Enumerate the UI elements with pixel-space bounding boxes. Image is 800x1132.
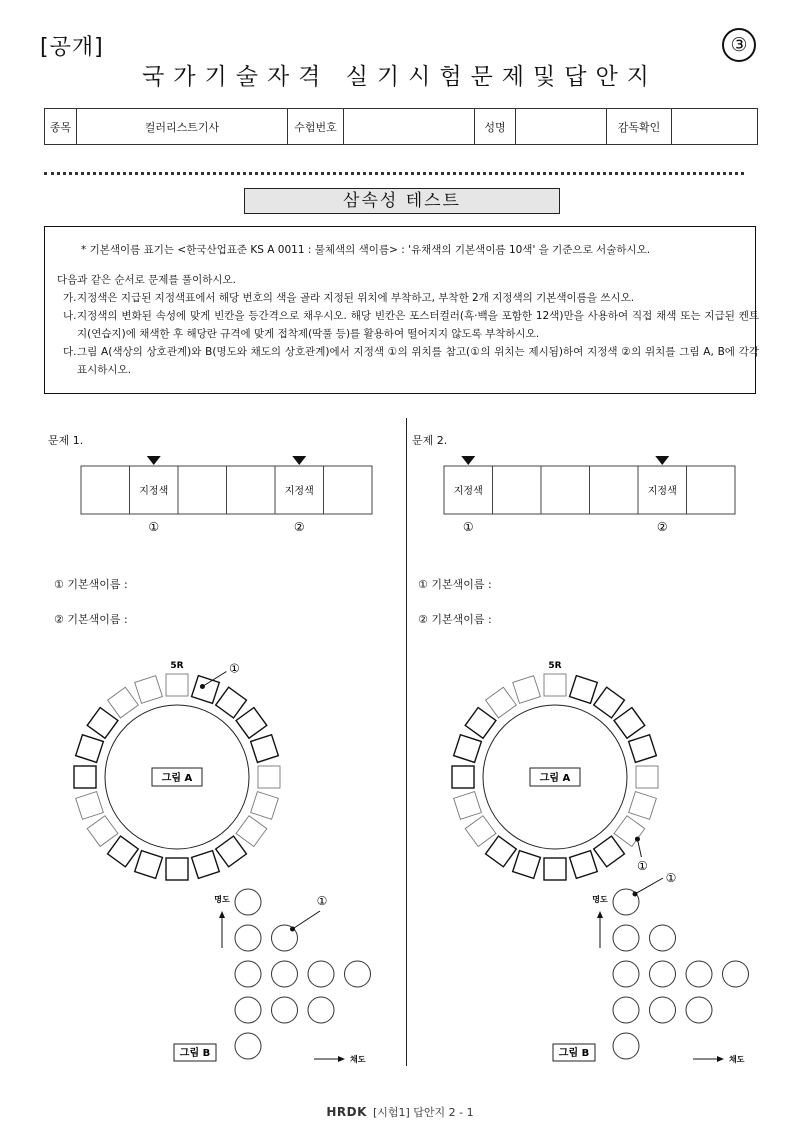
instruction-number: 가. [63, 292, 77, 304]
instruction-text: 지정색은 지급된 지정색표에서 해당 번호의 색을 골라 지정된 위치에 부착하고, 부착한 2개 지정색의 기본색이름을 쓰시오. [77, 292, 635, 304]
hue-square[interactable] [629, 792, 657, 820]
hue-square[interactable] [166, 858, 188, 880]
value-chroma-circle[interactable] [272, 961, 298, 987]
value-chroma-circle[interactable] [345, 961, 371, 987]
hue-square[interactable] [570, 851, 598, 879]
hue-square[interactable] [629, 735, 657, 763]
value-chroma-circle[interactable] [686, 961, 712, 987]
hue-square[interactable] [486, 687, 517, 718]
answer-line-2[interactable]: ② 기본색이름 : [54, 613, 128, 626]
arrow-right-icon [717, 1056, 724, 1062]
designated-color-number: ① [462, 520, 474, 534]
strip-cell[interactable] [590, 466, 639, 514]
strip-cell-label: 지정색 [284, 486, 314, 497]
figure-a-label: 그림 A [161, 773, 193, 784]
hue-square[interactable] [570, 676, 598, 704]
hue-square[interactable] [135, 676, 163, 704]
figure-b-label: 그림 B [558, 1048, 590, 1059]
hue-square[interactable] [236, 816, 267, 847]
strip-cell-label: 지정색 [139, 486, 169, 497]
section-title: 삼속성 테스트 [244, 188, 560, 214]
arrow-right-icon [338, 1056, 345, 1062]
marker-label: ① [637, 859, 648, 874]
marker-label: ① [665, 871, 677, 885]
name-label: 성명 [475, 109, 516, 145]
hue-square[interactable] [76, 735, 104, 763]
hue-square[interactable] [614, 816, 645, 847]
value-chroma-circle[interactable] [235, 1033, 261, 1059]
value-axis-label: 명도 [592, 895, 608, 904]
hue-square[interactable] [258, 766, 280, 788]
designated-color-number: ① [148, 520, 160, 534]
instruction-number: 다. [63, 346, 77, 358]
value-chroma-circle[interactable] [723, 961, 749, 987]
hue-square[interactable] [614, 708, 645, 739]
down-arrow-icon [461, 456, 475, 465]
supervisor-label: 감독확인 [607, 109, 672, 145]
down-arrow-icon [292, 456, 306, 465]
value-chroma-circle[interactable] [272, 997, 298, 1023]
hue-square[interactable] [216, 836, 247, 867]
hrdk-logo: HRDK [326, 1105, 367, 1119]
down-arrow-icon [147, 456, 161, 465]
instruction-number: 나. [63, 310, 77, 322]
value-chroma-circle[interactable] [613, 925, 639, 951]
hue-square[interactable] [636, 766, 658, 788]
hue-square[interactable] [251, 735, 279, 763]
hue-square[interactable] [236, 708, 267, 739]
hue-square[interactable] [486, 836, 517, 867]
hue-square[interactable] [454, 735, 482, 763]
strip-cell[interactable] [493, 466, 542, 514]
designated-color-number: ② [656, 520, 668, 534]
value-chroma-circle[interactable] [235, 961, 261, 987]
hue-square[interactable] [513, 851, 541, 879]
hue-square[interactable] [87, 816, 118, 847]
strip-cell[interactable] [227, 466, 276, 514]
down-arrow-icon [655, 456, 669, 465]
value-chroma-circle[interactable] [613, 1033, 639, 1059]
value-chroma-circle[interactable] [613, 997, 639, 1023]
hue-label-5r: 5R [170, 661, 184, 671]
value-chroma-circle[interactable] [235, 889, 261, 915]
footer [0, 1104, 800, 1120]
hue-square[interactable] [454, 792, 482, 820]
marker-leader-line [635, 878, 663, 894]
strip-cell[interactable] [324, 466, 373, 514]
marker-label: ① [316, 894, 328, 908]
document-title: 국가기술자격 실기시험문제및답안지 [142, 64, 658, 90]
item-label: 종목 [45, 109, 77, 145]
instruction-text: 지정색의 변화된 속성에 맞게 빈칸을 등간격으로 채우시오. 해당 빈칸은 포스터컬러(흑·백을 포함한 12색)만을 사용하여 직접 채색 또는 지급된 켄트지(연습지)에 채색한 후 해당란 규격에 맞게 접착제(딱풀 등)를 활용하여 떨어지지 않도록 부착하시오. [77, 310, 759, 340]
strip-cell[interactable] [81, 466, 130, 514]
strip-cell[interactable] [541, 466, 590, 514]
figure-b-label: 그림 B [179, 1048, 211, 1059]
hue-square[interactable] [192, 851, 220, 879]
problem-2-label: 문제 2. [412, 434, 448, 447]
hue-square[interactable] [108, 836, 139, 867]
answer-line-1[interactable]: ① 기본색이름 : [54, 578, 128, 591]
instruction-text: 그림 A(색상의 상호관계)와 B(명도와 채도의 상호관계)에서 지정색 ①의 위치를 참고(①의 위치는 제시됨)하여 지정색 ②의 위치를 그림 A, B에 각각 표시하시오. [77, 346, 759, 376]
strip-cell-label: 지정색 [647, 486, 677, 497]
hue-label-5r: 5R [548, 661, 562, 671]
hue-square[interactable] [544, 858, 566, 880]
value-chroma-circle[interactable] [650, 997, 676, 1023]
value-chroma-circle[interactable] [235, 997, 261, 1023]
value-chroma-circle[interactable] [686, 997, 712, 1023]
figure-a-label: 그림 A [539, 773, 571, 784]
hue-square[interactable] [452, 766, 474, 788]
chroma-axis-label: 채도 [729, 1055, 745, 1064]
hue-square[interactable] [216, 687, 247, 718]
public-tag: [공개] [40, 35, 104, 60]
value-chroma-circle[interactable] [650, 961, 676, 987]
arrow-up-icon [597, 911, 603, 918]
hue-square[interactable] [465, 708, 496, 739]
hue-square[interactable] [76, 792, 104, 820]
value-axis-label: 명도 [214, 895, 230, 904]
answer-line-2[interactable]: ② 기본색이름 : [418, 613, 492, 626]
hue-square[interactable] [594, 836, 625, 867]
hue-square[interactable] [465, 816, 496, 847]
instructions-note: * 기본색이름 표기는 <한국산업표준 KS A 0011 : 물체색의 색이름> : '유채색의 기본색이름 10색' 을 기준으로 서술하시오. [81, 244, 651, 256]
exam-no-label: 수험번호 [288, 109, 344, 145]
arrow-up-icon [219, 911, 225, 918]
answer-line-1[interactable]: ① 기본색이름 : [418, 578, 492, 591]
hue-square[interactable] [251, 792, 279, 820]
hue-square[interactable] [594, 687, 625, 718]
designated-color-number: ② [293, 520, 305, 534]
value-chroma-circle[interactable] [235, 925, 261, 951]
hue-square[interactable] [108, 687, 139, 718]
marker-leader-line [637, 839, 641, 857]
hue-square[interactable] [166, 674, 188, 696]
hue-square[interactable] [135, 851, 163, 879]
value-chroma-circle[interactable] [308, 961, 334, 987]
hue-square[interactable] [74, 766, 96, 788]
hue-square[interactable] [513, 676, 541, 704]
hue-square[interactable] [192, 676, 220, 704]
strip-cell[interactable] [687, 466, 736, 514]
hue-square[interactable] [87, 708, 118, 739]
value-chroma-circle[interactable] [308, 997, 334, 1023]
strip-cell[interactable] [178, 466, 227, 514]
chroma-axis-label: 채도 [350, 1055, 366, 1064]
hue-square[interactable] [544, 674, 566, 696]
footer-text: [시험1] 답안지 2 - 1 [372, 1106, 474, 1119]
value-chroma-circle[interactable] [613, 961, 639, 987]
value-chroma-circle[interactable] [650, 925, 676, 951]
instructions-intro: 다음과 같은 순서로 문제를 풀이하시오. [57, 274, 236, 286]
marker-leader-line [293, 911, 321, 929]
item-value: 컬러리스트기사 [77, 109, 288, 145]
problem-1-label: 문제 1. [48, 434, 84, 447]
page-mark: ③ [722, 28, 756, 62]
marker-label: ① [229, 661, 240, 676]
strip-cell-label: 지정색 [453, 486, 483, 497]
